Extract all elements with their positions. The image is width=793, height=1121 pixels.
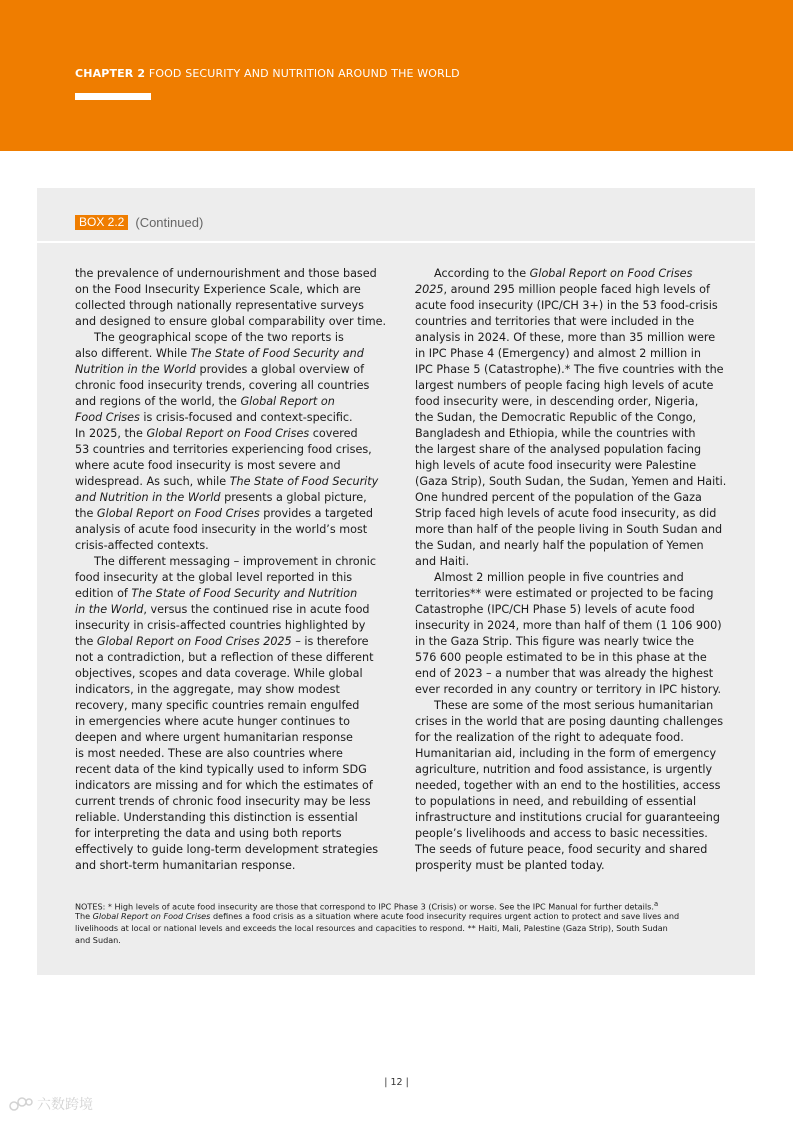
text-span: effectively to guide long-term development strategies xyxy=(75,843,379,856)
text-span: indicators, in the aggregate, may show modest xyxy=(75,683,340,696)
text-span: where acute food insecurity is most severe and xyxy=(75,459,341,472)
text-line xyxy=(75,554,377,570)
text-span: to populations in need, and rebuilding of essential xyxy=(415,795,697,808)
text-span: in the Gaza Strip. This figure was nearly twice the xyxy=(415,635,695,648)
text-span: a xyxy=(653,900,659,908)
text-line xyxy=(75,362,369,378)
text-line xyxy=(75,746,369,762)
text-span: crisis-affected contexts. xyxy=(75,539,209,552)
text-line xyxy=(415,618,723,634)
text-span: insecurity in 2024, more than half of them (1 106 900) xyxy=(415,619,722,632)
text-span: end of 2023 – a number that was already the highest xyxy=(415,667,714,680)
text-span: analysis of acute food insecurity in the world’s most xyxy=(75,523,368,536)
chapter-title: FOOD SECURITY AND NUTRITION AROUND THE WORLD xyxy=(148,67,460,80)
text-span: the xyxy=(75,507,97,520)
text-span: The different messaging – improvement in chronic xyxy=(94,555,377,568)
italic-text: The State of Food Security and xyxy=(190,347,364,360)
text-span: indicators are missing and for which the estimates of xyxy=(75,779,373,792)
text-line xyxy=(415,842,723,858)
box-tag: BOX 2.2 xyxy=(75,215,128,230)
watermark-logo-icon xyxy=(8,1096,34,1112)
text-line xyxy=(415,490,723,506)
text-span: provides a global overview of xyxy=(195,363,365,376)
italic-text: and Nutrition in the World xyxy=(75,491,221,504)
text-line xyxy=(75,458,369,474)
text-line xyxy=(415,826,723,842)
chapter-rule xyxy=(75,93,151,100)
text-span: and short-term humanitarian response. xyxy=(75,859,296,872)
text-line xyxy=(415,474,727,490)
text-span: acute food insecurity (IPC/CH 3+) in the 53 food-crisis xyxy=(415,299,718,312)
text-span: NOTES: * High levels of acute food insecurity are those that correspond to IPC Phase 3 (Crisis) or worse. See the IPC Manual for further details. xyxy=(75,901,654,912)
text-line xyxy=(75,570,369,586)
text-line xyxy=(75,426,369,442)
text-line xyxy=(415,714,723,730)
text-line xyxy=(415,282,723,298)
note-line xyxy=(75,922,725,934)
text-span: not a contradiction, but a reflection of these different xyxy=(75,651,374,664)
text-span: is most needed. These are also countries where xyxy=(75,747,343,760)
text-line xyxy=(75,266,377,282)
text-line xyxy=(75,330,369,346)
text-line xyxy=(415,698,723,714)
text-span: Catastrophe (IPC/CH Phase 5) levels of acute food xyxy=(415,603,695,616)
text-span: reliable. Understanding this distinction is essential xyxy=(75,811,358,824)
text-span: edition of xyxy=(75,587,132,600)
text-span: for interpreting the data and using both reports xyxy=(75,827,342,840)
text-line xyxy=(75,538,369,554)
text-line xyxy=(415,394,723,410)
italic-text: Global Report on Food Crises xyxy=(529,267,693,280)
text-line xyxy=(415,666,723,682)
text-span: analysis in 2024. Of these, more than 35 million were xyxy=(415,331,716,344)
text-line xyxy=(75,314,387,330)
text-span: defines a food crisis as a situation where acute food insecurity requires urgent action to protect and save lives and xyxy=(210,911,680,921)
text-line xyxy=(75,826,369,842)
text-span: prosperity must be planted today. xyxy=(415,859,605,872)
text-line xyxy=(75,682,369,698)
text-span: objectives, scopes and data coverage. While global xyxy=(75,667,363,680)
text-span: recovery, many specific countries remain engulfed xyxy=(75,699,360,712)
text-span: , versus the continued rise in acute food xyxy=(143,603,370,616)
watermark xyxy=(8,1094,93,1114)
text-line xyxy=(75,842,379,858)
text-line xyxy=(75,602,369,618)
text-line xyxy=(75,378,369,394)
text-line xyxy=(415,378,723,394)
text-line xyxy=(415,426,723,442)
text-span: , around 295 million people faced high levels of xyxy=(443,283,710,296)
text-line xyxy=(75,650,374,666)
right-text-column xyxy=(415,266,727,874)
text-span: the prevalence of undernourishment and those based xyxy=(75,267,377,280)
text-span: ever recorded in any country or territory in IPC history. xyxy=(415,683,722,696)
chapter-label: CHAPTER 2 xyxy=(75,67,146,80)
text-span: for the realization of the right to adequate food. xyxy=(415,731,684,744)
text-span: territories** were estimated or projected to be facing xyxy=(415,587,714,600)
text-span: covered xyxy=(309,427,358,440)
italic-text: The State of Food Security xyxy=(229,475,379,488)
text-span: in emergencies where acute hunger continues to xyxy=(75,715,350,728)
text-line xyxy=(75,762,369,778)
text-span: infrastructure and institutions crucial for guaranteeing xyxy=(415,811,720,824)
text-span: crises in the world that are posing daunting challenges xyxy=(415,715,724,728)
text-line xyxy=(415,730,723,746)
text-line xyxy=(415,570,723,586)
italic-text: 2025 xyxy=(415,283,444,296)
text-span: recent data of the kind typically used to inform SDG xyxy=(75,763,367,776)
text-span: people’s livelihoods and access to basic necessities. xyxy=(415,827,708,840)
box-header xyxy=(75,213,203,231)
chapter-heading xyxy=(75,67,755,80)
text-line xyxy=(75,730,369,746)
text-line xyxy=(75,586,369,602)
note-line xyxy=(75,910,725,922)
italic-text: Global Report on Food Crises xyxy=(92,911,211,921)
italic-text: Nutrition in the World xyxy=(75,363,196,376)
text-span: Humanitarian aid, including in the form of emergency xyxy=(415,747,717,760)
text-line xyxy=(75,698,369,714)
text-span: and regions of the world, the xyxy=(75,395,241,408)
text-span: widespread. As such, while xyxy=(75,475,230,488)
text-span: and designed to ensure global comparability over time. xyxy=(75,315,387,328)
text-span: livelihoods at local or national levels and exceeds the local resources and capacities to respond. ** Haiti, Mali, Palestine (Gaza Strip), South Sudan xyxy=(75,923,668,933)
text-line xyxy=(415,650,723,666)
text-line xyxy=(415,410,723,426)
page-number: | 12 | xyxy=(384,1077,409,1088)
text-line xyxy=(415,346,723,362)
box-panel xyxy=(37,188,755,975)
text-span: collected through nationally representative surveys xyxy=(75,299,364,312)
box-divider xyxy=(37,241,755,243)
italic-text: Food Crises xyxy=(75,411,140,424)
text-span: also different. While xyxy=(75,347,191,360)
italic-text: Global Report on Food Crises xyxy=(96,507,260,520)
text-line xyxy=(415,810,723,826)
text-span: In 2025, the xyxy=(75,427,147,440)
watermark-text: 六数跨境 xyxy=(37,1097,93,1113)
text-span: According to the xyxy=(434,267,530,280)
text-line xyxy=(415,682,723,698)
note-line xyxy=(75,934,725,946)
text-span: food insecurity were, in descending order, Nigeria, xyxy=(415,395,699,408)
text-span: Strip faced high levels of acute food insecurity, as did xyxy=(415,507,717,520)
italic-text: The State of Food Security and Nutrition xyxy=(131,587,358,600)
text-span: the Sudan, the Democratic Republic of the Congo, xyxy=(415,411,697,424)
text-span: insecurity in crisis-affected countries highlighted by xyxy=(75,619,366,632)
text-span: largest numbers of people facing high levels of acute xyxy=(415,379,714,392)
text-line xyxy=(415,858,723,874)
text-span: the xyxy=(75,635,97,648)
text-span: These are some of the most serious humanitarian xyxy=(434,699,714,712)
text-line xyxy=(75,666,369,682)
text-line xyxy=(75,634,369,650)
text-span: IPC Phase 5 (Catastrophe).* The five countries with the xyxy=(415,363,724,376)
text-line xyxy=(415,522,723,538)
text-line xyxy=(415,458,723,474)
text-span: presents a global picture, xyxy=(220,491,367,504)
text-span: high levels of acute food insecurity were Palestine xyxy=(415,459,697,472)
text-line xyxy=(415,762,723,778)
note-line xyxy=(75,898,725,910)
text-line xyxy=(75,778,373,794)
text-span: in IPC Phase 4 (Emergency) and almost 2 million in xyxy=(415,347,701,360)
text-span: – is therefore xyxy=(291,635,369,648)
text-span: on the Food Insecurity Experience Scale, which are xyxy=(75,283,361,296)
text-span: agriculture, nutrition and food assistance, is urgently xyxy=(415,763,713,776)
text-line xyxy=(75,442,372,458)
text-line xyxy=(75,298,369,314)
text-span: Bangladesh and Ethiopia, while the countries with xyxy=(415,427,696,440)
text-line xyxy=(415,442,723,458)
text-span: The geographical scope of the two reports is xyxy=(94,331,344,344)
text-line xyxy=(75,522,369,538)
text-line xyxy=(415,586,723,602)
text-line xyxy=(75,794,369,810)
text-line xyxy=(415,266,723,282)
italic-text: in the World xyxy=(75,603,144,616)
text-span: the Sudan, and nearly half the population of Yemen xyxy=(415,539,704,552)
text-line xyxy=(75,474,379,490)
italic-text: Global Report on xyxy=(240,395,335,408)
text-span: deepen and where urgent humanitarian response xyxy=(75,731,353,744)
text-line xyxy=(415,506,723,522)
text-span: current trends of chronic food insecurity may be less xyxy=(75,795,371,808)
text-span: One hundred percent of the population of the Gaza xyxy=(415,491,702,504)
text-line xyxy=(415,602,723,618)
text-line xyxy=(415,538,723,554)
text-span: chronic food insecurity trends, covering all countries xyxy=(75,379,370,392)
text-span: The seeds of future peace, food security and shared xyxy=(415,843,708,856)
text-line xyxy=(415,554,723,570)
text-span: Almost 2 million people in five countries and xyxy=(434,571,684,584)
box-notes xyxy=(75,898,725,946)
text-span: is crisis-focused and context-specific. xyxy=(139,411,353,424)
text-span: The xyxy=(75,911,93,921)
text-span: the largest share of the analysed population facing xyxy=(415,443,702,456)
text-span: and Sudan. xyxy=(75,935,121,945)
text-span: food insecurity at the global level reported in this xyxy=(75,571,353,584)
text-line xyxy=(415,314,723,330)
italic-text: Global Report on Food Crises 2025 xyxy=(96,635,292,648)
text-line xyxy=(415,778,723,794)
text-line xyxy=(415,298,723,314)
text-line xyxy=(75,490,369,506)
chapter-header-band xyxy=(0,0,793,151)
text-span: countries and territories that were included in the xyxy=(415,315,695,328)
text-line xyxy=(75,858,369,874)
text-line xyxy=(415,746,723,762)
left-text-column xyxy=(75,266,387,874)
text-span: more than half of the people living in South Sudan and xyxy=(415,523,723,536)
text-line xyxy=(75,810,369,826)
text-line xyxy=(415,794,723,810)
text-line xyxy=(75,618,369,634)
text-span: needed, together with an end to the hostilities, access xyxy=(415,779,721,792)
box-continued-label: (Continued) xyxy=(135,214,204,230)
text-span: 576 600 people estimated to be in this phase at the xyxy=(415,651,707,664)
text-span: 53 countries and territories experiencing food crises, xyxy=(75,443,372,456)
text-line xyxy=(75,714,369,730)
text-line xyxy=(415,634,723,650)
text-span: (Gaza Strip), South Sudan, the Sudan, Yemen and Haiti. xyxy=(415,475,727,488)
text-line xyxy=(75,506,374,522)
italic-text: Global Report on Food Crises xyxy=(146,427,310,440)
text-line xyxy=(75,410,369,426)
text-line xyxy=(75,282,369,298)
text-span: and Haiti. xyxy=(415,555,470,568)
text-line xyxy=(415,362,723,378)
text-line xyxy=(75,394,369,410)
text-line xyxy=(75,346,369,362)
text-line xyxy=(415,330,723,346)
text-span: provides a targeted xyxy=(259,507,374,520)
